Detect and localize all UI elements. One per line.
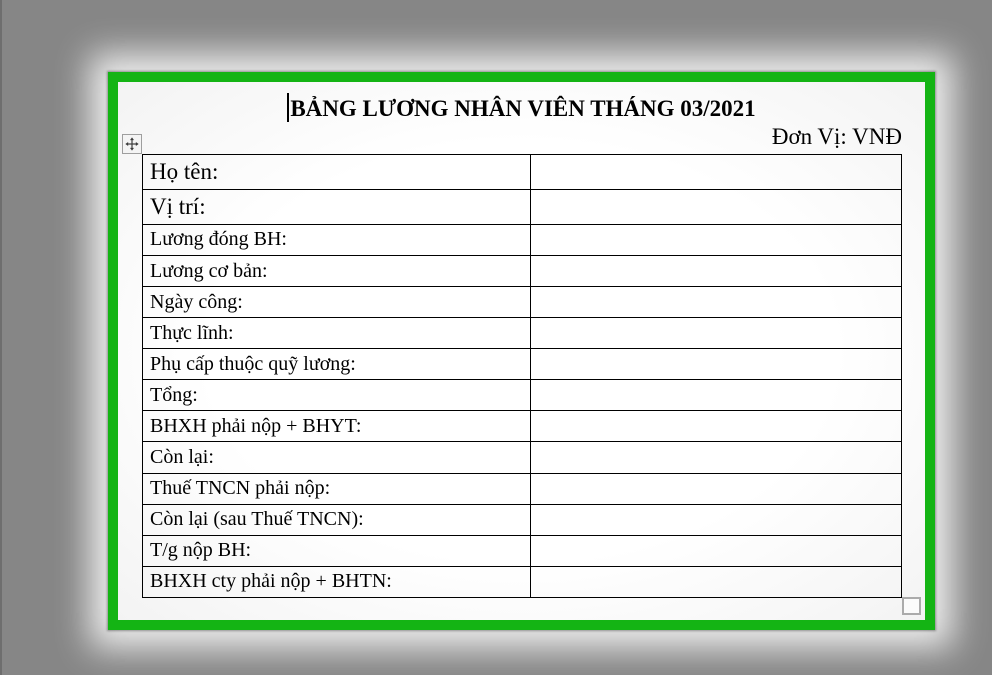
table-row xyxy=(143,442,902,473)
table-cell-value[interactable] xyxy=(531,318,902,349)
text-cursor-caret xyxy=(287,93,289,122)
table-cell-label[interactable]: BHXH phải nộp + BHYT: xyxy=(143,411,531,442)
table-cell-label[interactable]: Lương cơ bản: xyxy=(143,256,531,287)
table-cell-label[interactable]: Thực lĩnh: xyxy=(143,318,531,349)
table-cell-label[interactable]: Thuế TNCN phải nộp: xyxy=(143,473,531,504)
table-cell-value[interactable] xyxy=(531,287,902,318)
table-row xyxy=(143,566,902,597)
table-cell-label[interactable]: Còn lại (sau Thuế TNCN): xyxy=(143,504,531,535)
table-row xyxy=(143,256,902,287)
table-cell-label[interactable]: BHXH cty phải nộp + BHTN: xyxy=(143,566,531,597)
table-cell-value[interactable] xyxy=(531,349,902,380)
table-row xyxy=(143,535,902,566)
table-cell-value[interactable] xyxy=(531,155,902,190)
table-cell-value[interactable] xyxy=(531,442,902,473)
table-cell-label[interactable]: Còn lại: xyxy=(143,442,531,473)
move-icon xyxy=(125,137,139,151)
table-cell-label[interactable]: Tổng: xyxy=(143,380,531,411)
salary-table xyxy=(142,154,902,598)
table-resize-handle[interactable] xyxy=(902,597,921,615)
document-page[interactable] xyxy=(108,72,935,630)
table-cell-value[interactable] xyxy=(531,473,902,504)
table-row xyxy=(143,155,902,190)
window-left-edge xyxy=(0,0,2,675)
table-cell-label[interactable]: Lương đóng BH: xyxy=(143,224,531,255)
table-cell-value[interactable] xyxy=(531,411,902,442)
table-row xyxy=(143,349,902,380)
table-cell-value[interactable] xyxy=(531,189,902,224)
table-row xyxy=(143,189,902,224)
table-row xyxy=(143,318,902,349)
table-cell-value[interactable] xyxy=(531,256,902,287)
table-cell-label[interactable]: Vị trí: xyxy=(143,189,531,224)
table-cell-value[interactable] xyxy=(531,224,902,255)
table-row xyxy=(143,504,902,535)
unit-label: Đơn Vị: VNĐ xyxy=(771,124,902,149)
table-row xyxy=(143,380,902,411)
table-cell-label[interactable]: Ngày công: xyxy=(143,287,531,318)
table-cell-value[interactable] xyxy=(531,566,902,597)
table-move-handle[interactable] xyxy=(122,134,142,154)
table-cell-label[interactable]: Phụ cấp thuộc quỹ lương: xyxy=(143,349,531,380)
table-cell-value[interactable] xyxy=(531,504,902,535)
table-cell-label[interactable]: Họ tên: xyxy=(143,155,531,190)
page-content xyxy=(118,82,925,620)
table-cell-label[interactable]: T/g nộp BH: xyxy=(143,535,531,566)
table-row xyxy=(143,224,902,255)
table-cell-value[interactable] xyxy=(531,380,902,411)
table-cell-value[interactable] xyxy=(531,535,902,566)
document-title xyxy=(118,93,925,122)
table-row xyxy=(143,411,902,442)
table-row xyxy=(143,473,902,504)
document-title-text: BẢNG LƯƠNG NHÂN VIÊN THÁNG 03/2021 xyxy=(290,96,756,121)
table-row xyxy=(143,287,902,318)
